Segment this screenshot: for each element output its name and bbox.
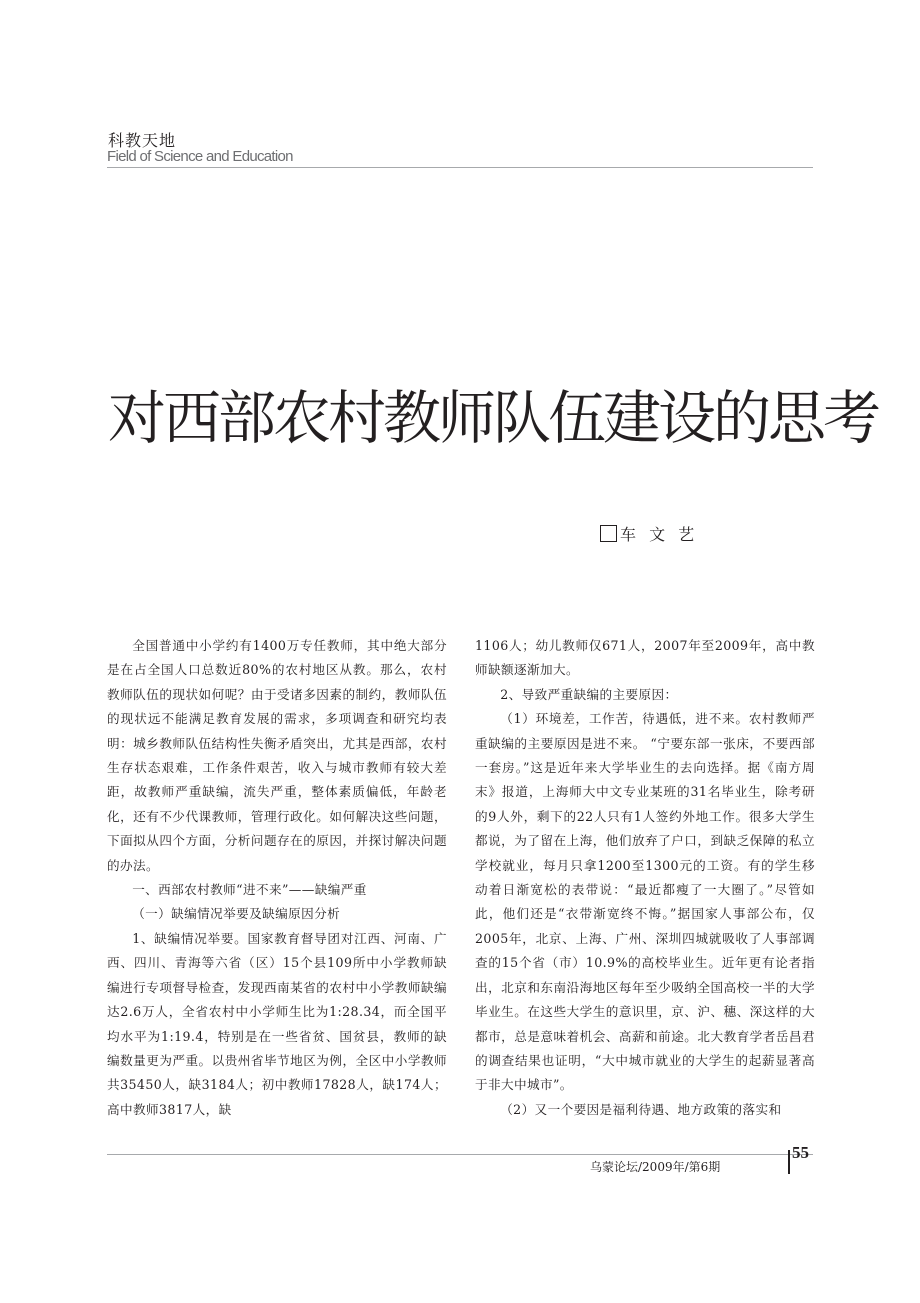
journal-info: 乌蒙论坛/2009年/第6期 (590, 1160, 721, 1174)
section-title-en: Field of Science and Education (107, 148, 293, 165)
header-divider (107, 167, 813, 168)
section-title-cn: 科教天地 (108, 131, 177, 150)
subsection-heading: 2、导致严重缺编的主要原因： (500, 686, 678, 702)
footer-divider (107, 1154, 813, 1155)
page-number: 55 (792, 1143, 809, 1162)
author-box-icon (600, 525, 617, 542)
author-name: 车 文 艺 (620, 525, 699, 544)
paragraph-continued: 1106人；幼儿教师仅671人，2007年至2009年，高中教师缺额逐渐加大。 (475, 638, 815, 678)
subsection-heading: （一）缺编情况举要及缺编原因分析 (132, 906, 341, 922)
paragraph: 全国普通中小学约有1400万专任教师，其中绝大部分是在占全国人口总数近80%的农村地区从教。那么，农村教师队伍的现状如何呢？由于受诸多因素的制约，教师队伍的现状远不能满足教育发展的需求，多项调查和研究均表明：城乡教师队伍结构性失衡矛盾突出，尤其是西部，农村生存状态艰难，工作条件艰苦，收入与城市教师有较大差距，故教师严重缺编，流失严重，整体素质偏低，年龄老化，还有不少代课教师，管理行政化。如何解决这些问题，下面拟从四个方面，分析问题存在的原因，并探讨解决问题的办法。 (107, 638, 447, 873)
article-title: 对西部农村教师队伍建设的思考 (108, 384, 879, 452)
section-heading: 一、西部农村教师“进不来”——缺编严重 (132, 882, 367, 898)
right-column (475, 634, 815, 1122)
paragraph: （1）环境差，工作苦，待遇低，进不来。农村教师严重缺编的主要原因是进不来。 “宁要东部一张床，不要西部一套房。”这是近年来大学毕业生的去向选择。据《南方周末》报道，上海师大中文专业某班的31名毕业生，除考研的9人外，剩下的22人只有1人签约外地工作。很多大学生都说，为了留在上海，他们放弃了户口，到缺乏保障的私立学校就业，每月只拿1200至1300元的工资。有的学生移动着日渐宽松的表带说：“最近都瘦了一大圈了。”尽管如此，他们还是“衣带渐宽终不悔。”据国家人事部公布，仅2005年，北京、上海、广州、深圳四城就吸收了人事部调查的15个省（市）10.9%的高校毕业生。近年更有论者指出，北京和东南沿海地区每年至少吸纳全国高校一半的大学毕业生。在这些大学生的意识里，京、沪、穗、深这样的大都市，总是意味着机会、高薪和前途。北大教育学者岳昌君的调查结果也证明，“大中城市就业的大学生的起薪显著高于非大中城市”。 (475, 711, 815, 1093)
author-line (600, 522, 698, 545)
page-number-bar (788, 1150, 790, 1174)
paragraph: 1、缺编情况举要。国家教育督导团对江西、河南、广西、四川、青海等六省（区）15个县109所中小学教师缺编进行专项督导检查，发现西南某省的农村中小学教师缺编达2.6万人，全省农村中小学师生比为1:28.34，而全国平均水平为1:19.4，特别是在一些省贫、国贫县，教师的缺编数量更为严重。以贵州省毕节地区为例，全区中小学教师共35450人，缺3184人；初中教师17828人，缺174人；高中教师3817人，缺 (107, 930, 447, 1117)
paragraph: （2）又一个要因是福利待遇、地方政策的落实和 (500, 1101, 782, 1117)
left-column (107, 634, 447, 1122)
